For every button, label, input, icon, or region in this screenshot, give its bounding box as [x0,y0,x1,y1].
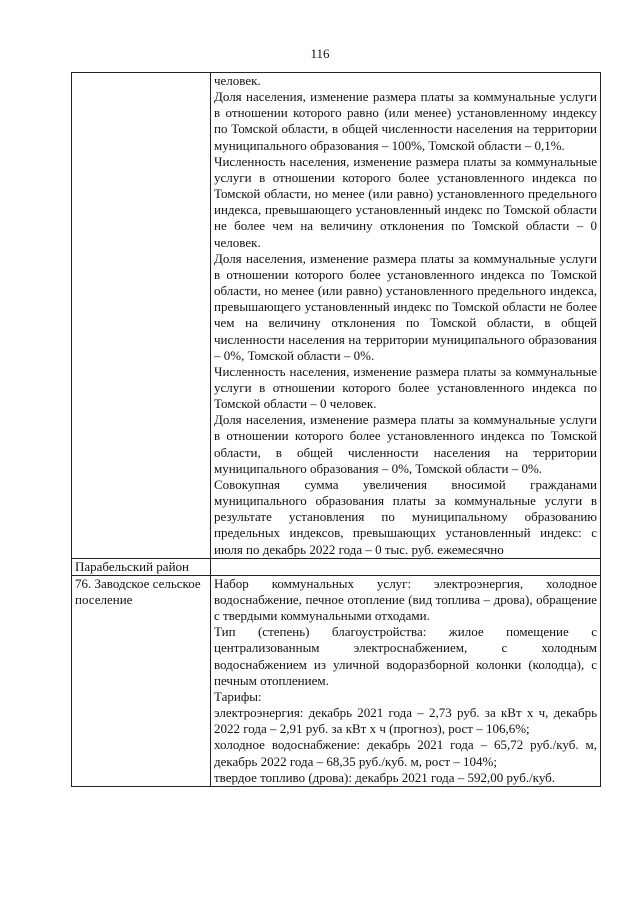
paragraph: Доля населения, изменение размера платы за коммунальные услуги в отношении которого более установленного индекса по Томской области, в общей численности населения на территории муниципального образования – 0%, Томской области – 0%. [214,412,597,476]
region-name: Парабельский район [72,558,211,575]
paragraph: Численность населения, изменение размера платы за коммунальные услуги в отношении которого более установленного индекса по Томской области, но менее (или равно) установленного предельного индекса, превышающего установленный индекс по Томской области не более чем на величину отклонения по Томской области – 0 человек. [214,153,597,250]
indicators-cell [211,73,601,559]
indicators-cell [211,575,601,786]
region-row [72,558,601,575]
paragraph: Тип (степень) благоустройства: жилое помещение с централизованным электроснабжением, с холодным водоснабжением из уличной водоразборной колонки (колодца), с печным отоплением. [214,624,597,688]
paragraph: Доля населения, изменение размера платы за коммунальные услуги в отношении которого более установленного индекса по Томской области, но менее (или равно) установленного предельного индекса, превышающего установленный индекс по Томской области не более чем на величину отклонения по Томской области, в общей численности населения на территории муниципального образования – 0%, Томской области – 0%. [214,250,597,363]
municipal-data-table [71,72,601,787]
paragraph: твердое топливо (дрова): декабрь 2021 года – 592,00 руб./куб. [214,769,556,785]
paragraph: Тарифы: [214,688,262,704]
municipality-name-cell [72,73,211,559]
paragraph: Совокупная сумма увеличения вносимой гражданами муниципального образования платы за коммунальные услуги в результате установления по муниципальному образованию предельных индексов, превышающих установленный индекс: с июля по декабрь 2022 года – 0 тыс. руб. ежемесячно [214,476,597,557]
paragraph: электроэнергия: декабрь 2021 года – 2,73 руб. за кВт х ч, декабрь 2022 года – 2,91 руб. за кВт х ч (прогноз), рост – 106,6%; [214,705,597,737]
municipality-name-cell: 76. Заводское сельское поселение [72,575,211,786]
region-empty-cell [211,558,601,575]
paragraph: холодное водоснабжение: декабрь 2021 года – 65,72 руб./куб. м, декабрь 2022 года – 68,35 руб./куб. м, рост – 104%; [214,737,597,769]
paragraph: человек. [214,73,261,88]
paragraph: Набор коммунальных услуг: электроэнергия, холодное водоснабжение, печное отопление (вид топлива – дрова), обращение с твердыми коммунальными отходами. [214,575,597,624]
paragraph: Доля населения, изменение размера платы за коммунальные услуги в отношении которого равно (или менее) установленному индексу по Томской области, в общей численности населения на территории муниципального образования – 100%, Томской области – 0,1%. [214,89,597,153]
paragraph: Численность населения, изменение размера платы за коммунальные услуги в отношении которого более установленного индекса по Томской области – 0 человек. [214,363,597,412]
page-number: 116 [310,46,330,61]
table-row [72,575,601,786]
table-row [72,73,601,559]
